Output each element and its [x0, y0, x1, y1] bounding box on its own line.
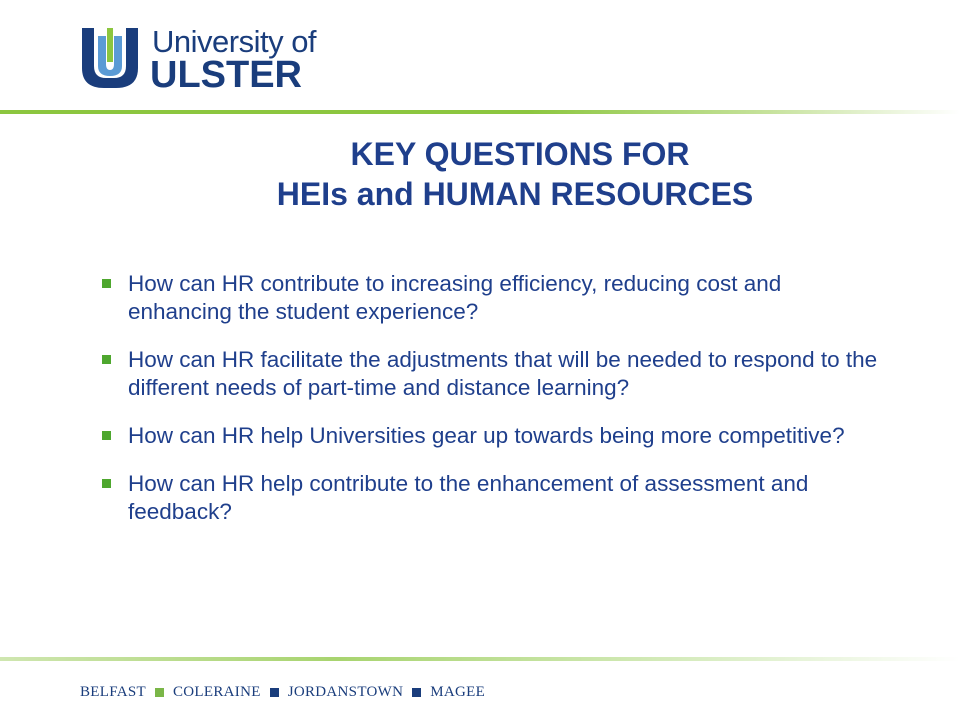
- campus-footer: [80, 684, 485, 701]
- bullet-item: [100, 470, 880, 526]
- logo-text-university-of: University of: [152, 24, 317, 59]
- bullet-item: [100, 346, 880, 402]
- blue-square-separator-icon: [270, 688, 279, 697]
- square-bullet-icon: [102, 431, 111, 440]
- bottom-divider: [0, 657, 960, 661]
- green-square-separator-icon: [155, 688, 164, 697]
- square-bullet-icon: [102, 279, 111, 288]
- slide-title-line2: HEIs and HUMAN RESOURCES: [276, 176, 754, 212]
- campus-jordanstown: JORDANSTOWN: [287, 684, 404, 700]
- university-logo: [78, 24, 318, 94]
- square-bullet-icon: [102, 355, 111, 364]
- bullet-item: [100, 422, 880, 450]
- slide-title: [0, 134, 960, 214]
- campus-belfast: BELFAST: [80, 684, 146, 700]
- bullet-list: [100, 270, 880, 546]
- bullet-item: [100, 270, 880, 326]
- campus-coleraine: COLERAINE: [173, 684, 261, 700]
- bullet-text: How can HR help Universities gear up towards being more competitive?: [128, 423, 845, 448]
- university-emblem-icon: [78, 26, 142, 90]
- square-bullet-icon: [102, 479, 111, 488]
- logo-text-ulster: ULSTER: [150, 54, 302, 96]
- bullet-text: How can HR help contribute to the enhancement of assessment and feedback?: [128, 471, 809, 524]
- top-divider: [0, 110, 960, 114]
- blue-square-separator-icon: [412, 688, 421, 697]
- slide-title-line1: KEY QUESTIONS FOR: [350, 136, 690, 172]
- bullet-text: How can HR contribute to increasing efficiency, reducing cost and enhancing the student experience?: [128, 271, 782, 324]
- bullet-text: How can HR facilitate the adjustments that will be needed to respond to the different needs of part-time and distance learning?: [128, 347, 878, 400]
- campus-magee: MAGEE: [430, 684, 486, 700]
